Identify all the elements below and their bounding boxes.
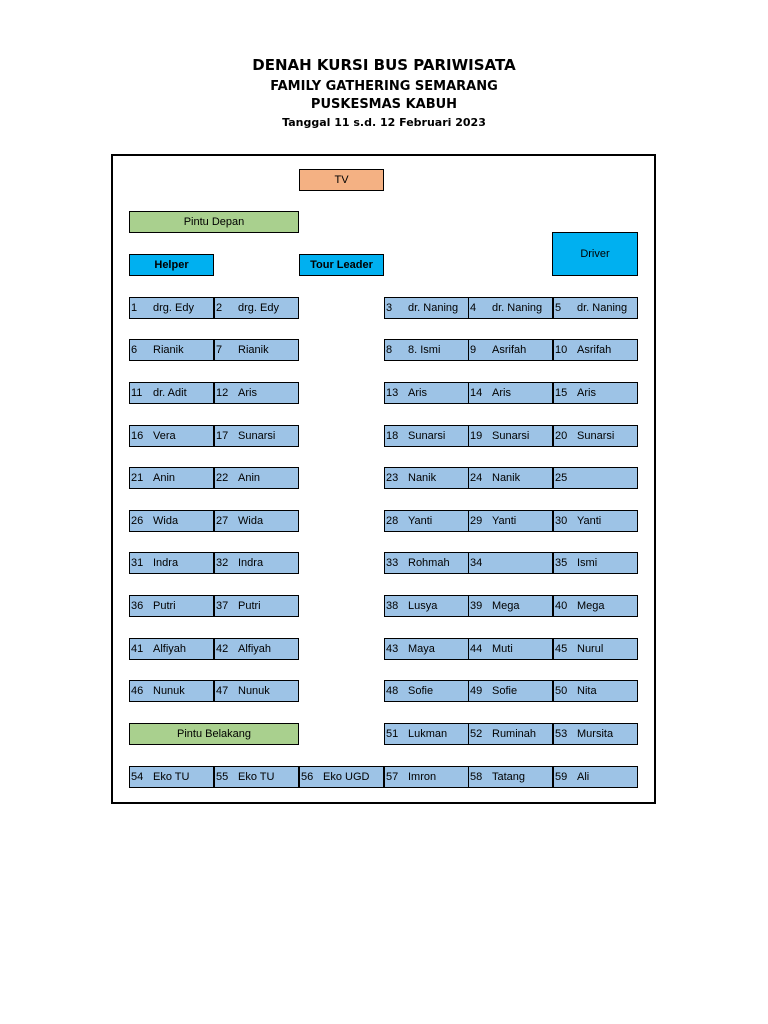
seat-passenger-name: Yanti <box>577 515 602 527</box>
seat-passenger-name: Rianik <box>153 344 184 356</box>
seat <box>129 552 214 574</box>
seat-number: 14 <box>470 387 483 399</box>
seat <box>129 680 214 702</box>
seat <box>214 552 299 574</box>
seat <box>384 680 469 702</box>
seat <box>468 723 553 745</box>
seat-number: 5 <box>555 302 562 314</box>
seat-number: 12 <box>216 387 229 399</box>
seat <box>553 510 638 532</box>
seat-passenger-name: Anin <box>238 472 261 484</box>
seat-passenger-name: Lukman <box>408 728 448 740</box>
seat-number: 33 <box>386 557 399 569</box>
seat-passenger-name: Eko UGD <box>323 771 370 783</box>
seat-number: 56 <box>301 771 314 783</box>
seat <box>468 510 553 532</box>
seat-number: 11 <box>131 387 143 399</box>
seat-passenger-name: Lusya <box>408 600 438 612</box>
seat-number: 38 <box>386 600 399 612</box>
seat-passenger-name: Mursita <box>577 728 614 740</box>
seat-number: 36 <box>131 600 144 612</box>
seat <box>129 297 214 319</box>
seat-passenger-name: drg. Edy <box>238 302 279 314</box>
seat <box>384 552 469 574</box>
seat-passenger-name: Wida <box>153 515 179 527</box>
seat <box>214 382 299 404</box>
seat-passenger-name: Asrifah <box>492 344 527 356</box>
seat <box>553 425 638 447</box>
seat <box>384 339 469 361</box>
seat-passenger-name: Nanik <box>408 472 437 484</box>
seat-number: 37 <box>216 600 229 612</box>
seat-passenger-name: Nita <box>577 685 597 697</box>
seat-passenger-name: dr. Naning <box>492 302 543 314</box>
seat-passenger-name: drg. Edy <box>153 302 194 314</box>
seat-number: 57 <box>386 771 399 783</box>
seat <box>553 382 638 404</box>
seat-number: 25 <box>555 472 568 484</box>
seat-number: 46 <box>131 685 144 697</box>
seat-number: 13 <box>386 387 399 399</box>
seat-number: 4 <box>470 302 477 314</box>
seat-number: 32 <box>216 557 229 569</box>
seat-passenger-name: Nunuk <box>238 685 270 697</box>
seat-passenger-name: Rianik <box>238 344 269 356</box>
seat-passenger-name: Putri <box>153 600 176 612</box>
seat-passenger-name: Ali <box>577 771 590 783</box>
seat-passenger-name: Mega <box>492 600 520 612</box>
seat-passenger-name: Indra <box>238 557 264 569</box>
seat-number: 1 <box>131 302 138 314</box>
seat-passenger-name: Muti <box>492 643 513 655</box>
seat-passenger-name: Aris <box>577 387 596 399</box>
seat-number: 6 <box>131 344 138 356</box>
seat-passenger-name: dr. Naning <box>408 302 459 314</box>
seat-passenger-name: Putri <box>238 600 261 612</box>
seat <box>468 339 553 361</box>
seat-passenger-name: Ruminah <box>492 728 537 740</box>
seat-passenger-name: Nurul <box>577 643 604 655</box>
seat <box>129 425 214 447</box>
seat-number: 53 <box>555 728 568 740</box>
seat <box>214 680 299 702</box>
seat <box>214 339 299 361</box>
seat <box>214 638 299 660</box>
seat-number: 27 <box>216 515 229 527</box>
seat-passenger-name: Sofie <box>492 685 518 697</box>
seat-passenger-name: Sunarsi <box>238 430 276 442</box>
seat-passenger-name: Alfiyah <box>238 643 272 655</box>
seat <box>129 638 214 660</box>
seat-number: 8 <box>386 344 393 356</box>
seat <box>384 297 469 319</box>
seat <box>553 638 638 660</box>
seat <box>384 595 469 617</box>
seat-number: 3 <box>386 302 393 314</box>
seat <box>553 467 638 489</box>
seat-passenger-name: Sunarsi <box>408 430 446 442</box>
tv-box: TV <box>299 169 384 191</box>
seat-passenger-name: Nunuk <box>153 685 185 697</box>
seat-number: 54 <box>131 771 144 783</box>
seat <box>129 339 214 361</box>
seat-number: 9 <box>470 344 477 356</box>
seat-number: 10 <box>555 344 568 356</box>
seat <box>384 766 469 788</box>
seat <box>553 595 638 617</box>
seat-number: 2 <box>216 302 223 314</box>
seat-number: 35 <box>555 557 568 569</box>
seat-number: 45 <box>555 643 568 655</box>
seat-number: 19 <box>470 430 483 442</box>
seat <box>129 467 214 489</box>
event-name: FAMILY GATHERING SEMARANG <box>270 79 498 94</box>
seat-passenger-name: Sunarsi <box>492 430 530 442</box>
seat-passenger-name: Ismi <box>577 557 598 569</box>
seat <box>553 723 638 745</box>
seat-number: 42 <box>216 643 229 655</box>
seat <box>214 467 299 489</box>
seat-passenger-name: Aris <box>238 387 257 399</box>
seat-number: 29 <box>470 515 483 527</box>
seat-number: 34 <box>470 557 483 569</box>
seat-passenger-name: Alfiyah <box>153 643 187 655</box>
seat-passenger-name: Rohmah <box>408 557 450 569</box>
seat <box>553 680 638 702</box>
seat-number: 40 <box>555 600 568 612</box>
seat <box>129 766 214 788</box>
seat <box>553 297 638 319</box>
seat <box>129 382 214 404</box>
seat <box>214 425 299 447</box>
seat-passenger-name: Yanti <box>408 515 433 527</box>
seat-number: 24 <box>470 472 483 484</box>
seat-number: 16 <box>131 430 144 442</box>
seat-passenger-name: Vera <box>153 430 176 442</box>
seat-passenger-name: Anin <box>153 472 176 484</box>
seat <box>468 425 553 447</box>
seat <box>553 339 638 361</box>
seat-number: 43 <box>386 643 399 655</box>
seat-passenger-name: Aris <box>408 387 427 399</box>
seat-number: 15 <box>555 387 568 399</box>
seat <box>468 552 553 574</box>
seat-passenger-name: 8. Ismi <box>408 344 441 356</box>
seat <box>384 425 469 447</box>
seat-number: 21 <box>131 472 144 484</box>
seat <box>214 766 299 788</box>
seat <box>384 382 469 404</box>
seat-number: 48 <box>386 685 399 697</box>
seat <box>553 552 638 574</box>
seat <box>384 467 469 489</box>
event-date: Tanggal 11 s.d. 12 Februari 2023 <box>282 116 486 129</box>
seat <box>384 510 469 532</box>
seat-passenger-name: Asrifah <box>577 344 612 356</box>
seat-number: 23 <box>386 472 399 484</box>
seat-passenger-name: Mega <box>577 600 605 612</box>
seat <box>468 638 553 660</box>
seat-number: 55 <box>216 771 229 783</box>
seat-number: 50 <box>555 685 568 697</box>
seat-number: 17 <box>216 430 229 442</box>
seat-number: 31 <box>131 557 144 569</box>
seat-number: 20 <box>555 430 568 442</box>
seat-number: 18 <box>386 430 399 442</box>
seat-number: 30 <box>555 515 568 527</box>
front-door-label: Pintu Depan <box>129 211 299 233</box>
seat-passenger-name: Nanik <box>492 472 521 484</box>
tour-leader-box: Tour Leader <box>299 254 384 276</box>
seat <box>468 297 553 319</box>
seat-number: 49 <box>470 685 483 697</box>
seat-passenger-name: Yanti <box>492 515 517 527</box>
page-title: DENAH KURSI BUS PARIWISATA <box>252 56 516 74</box>
seat-number: 58 <box>470 771 483 783</box>
seat <box>214 595 299 617</box>
seat-passenger-name: Sunarsi <box>577 430 615 442</box>
helper-box: Helper <box>129 254 214 276</box>
seat <box>468 766 553 788</box>
seat-passenger-name: Aris <box>492 387 511 399</box>
seat <box>384 723 469 745</box>
seat-passenger-name: Eko TU <box>238 771 275 783</box>
seat-number: 47 <box>216 685 229 697</box>
driver-box: Driver <box>552 232 638 276</box>
seat <box>468 382 553 404</box>
seat <box>299 766 384 788</box>
seat <box>214 510 299 532</box>
seat-number: 26 <box>131 515 144 527</box>
seat-passenger-name: Eko TU <box>153 771 190 783</box>
seat-number: 28 <box>386 515 399 527</box>
seat <box>214 297 299 319</box>
seat-passenger-name: Maya <box>408 643 435 655</box>
seat-number: 41 <box>131 643 144 655</box>
seat <box>384 638 469 660</box>
seat <box>129 595 214 617</box>
seat-number: 22 <box>216 472 229 484</box>
seat <box>553 766 638 788</box>
seat-passenger-name: Sofie <box>408 685 434 697</box>
organization-name: PUSKESMAS KABUH <box>310 97 458 112</box>
seat-passenger-name: Imron <box>408 771 437 783</box>
seat-passenger-name: dr. Naning <box>577 302 628 314</box>
seat-passenger-name: Wida <box>238 515 264 527</box>
seat <box>468 680 553 702</box>
seat-number: 51 <box>386 728 399 740</box>
seat-passenger-name: dr. Adit <box>153 387 187 399</box>
seat-number: 44 <box>470 643 483 655</box>
seat <box>468 467 553 489</box>
seat-passenger-name: Indra <box>153 557 179 569</box>
seat-number: 59 <box>555 771 568 783</box>
seat-number: 52 <box>470 728 483 740</box>
seat <box>468 595 553 617</box>
seat-number: 7 <box>216 344 223 356</box>
back-door-label: Pintu Belakang <box>129 723 299 745</box>
seat-number: 39 <box>470 600 483 612</box>
seat <box>129 510 214 532</box>
seat-passenger-name: Tatang <box>492 771 526 783</box>
